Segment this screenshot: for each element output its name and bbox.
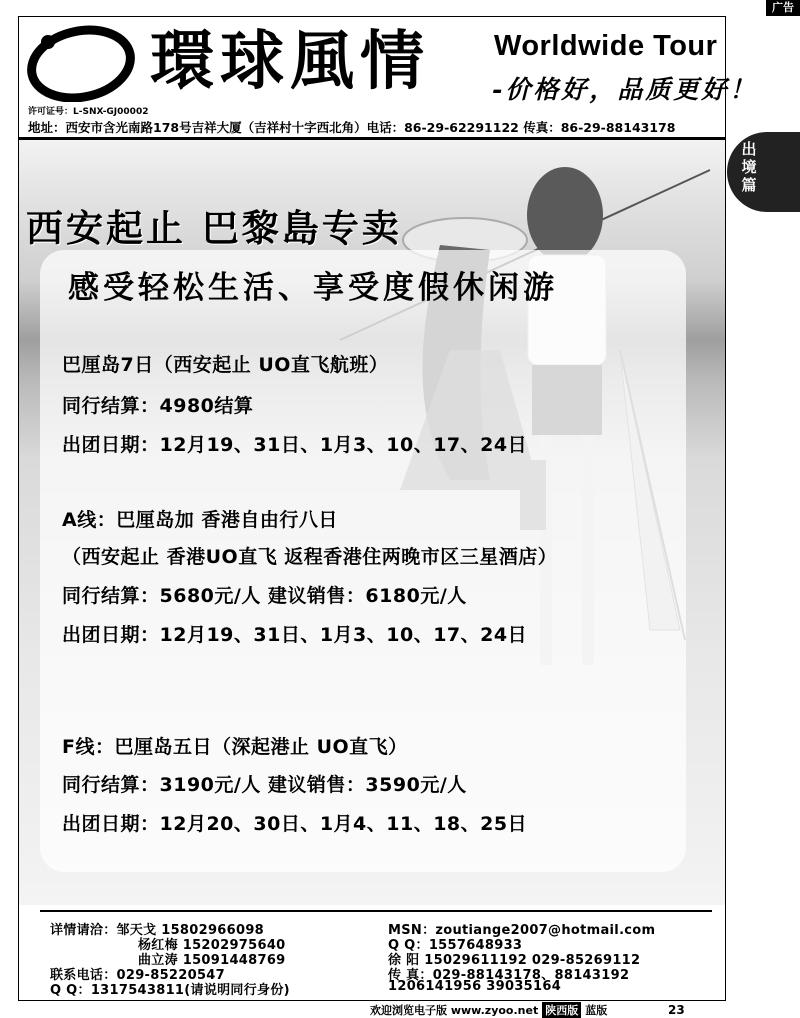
brand-name-en: Worldwide Tour <box>494 30 718 62</box>
footer-divider <box>40 910 712 912</box>
contact-line: 徐 阳 15029611192 029-85269112 <box>388 953 641 968</box>
license-number: 许可证号：L-SNX-GJ00002 <box>28 107 149 117</box>
slogan: -价格好，品质更好！ <box>492 75 758 104</box>
product-itinerary-note: （西安起止 香港UO直飞 返程香港住两晚市区三星酒店） <box>62 546 558 568</box>
globe-logo <box>26 24 136 102</box>
contact-msn: MSN：zoutiange2007@hotmail.com <box>388 923 656 938</box>
contact-fax: 传 真：029-88143178、88143192 <box>388 968 630 983</box>
poster-title: 西安起止 巴黎島专卖 <box>26 206 402 250</box>
poster-subtitle: 感受轻松生活、享受度假休闲游 <box>68 270 558 306</box>
product-prices: 同行结算：5680元/人 建议销售：6180元/人 <box>62 585 467 607</box>
product-prices: 同行结算：3190元/人 建议销售：3590元/人 <box>62 774 467 796</box>
contact-qq: Q Q：1557648933 <box>388 938 523 953</box>
brand-name-cn: 環球風情 <box>150 24 430 99</box>
product-departure-dates: 出团日期：12月19、31日、1月3、10、17、24日 <box>62 624 528 646</box>
contact-line: 曲立涛 15091448769 <box>138 953 286 968</box>
product-title: F线：巴厘岛五日（深起港止 UO直飞） <box>62 736 408 758</box>
edition-color: 蓝版 <box>585 1004 608 1017</box>
edition-badge: 陕西版 <box>542 1002 581 1018</box>
contact-line: 1206141956 39035164 <box>388 979 562 994</box>
bottom-bar <box>370 1002 607 1018</box>
contact-line: 详情请洽：邹天戈 15802966098 <box>50 923 265 938</box>
contact-qq: Q Q：1317543811(请说明同行身份) <box>50 983 290 998</box>
product-settlement: 同行结算：4980结算 <box>62 395 254 417</box>
product-departure-dates: 出团日期：12月19、31日、1月3、10、17、24日 <box>62 434 528 456</box>
product-title: 巴厘岛7日（西安起止 UO直飞航班） <box>62 354 389 376</box>
contact-line: 杨红梅 15202975640 <box>138 938 286 953</box>
website-link[interactable]: 欢迎浏览电子版 www.zyoo.net <box>370 1004 539 1017</box>
section-tab-label: 出境篇 <box>741 140 757 194</box>
contact-phone: 联系电话：029-85220547 <box>50 968 225 983</box>
product-title: A线：巴厘岛加 香港自由行八日 <box>62 509 338 531</box>
page-number: 23 <box>668 1003 685 1017</box>
product-departure-dates: 出团日期：12月20、30日、1月4、11、18、25日 <box>62 813 528 835</box>
ad-tag: 广告 <box>766 0 800 16</box>
address-line: 地址：西安市含光南路178号吉祥大厦（吉祥村十字西北角）电话：86-29-62291122 传真：86-29-88143178 <box>28 120 676 135</box>
